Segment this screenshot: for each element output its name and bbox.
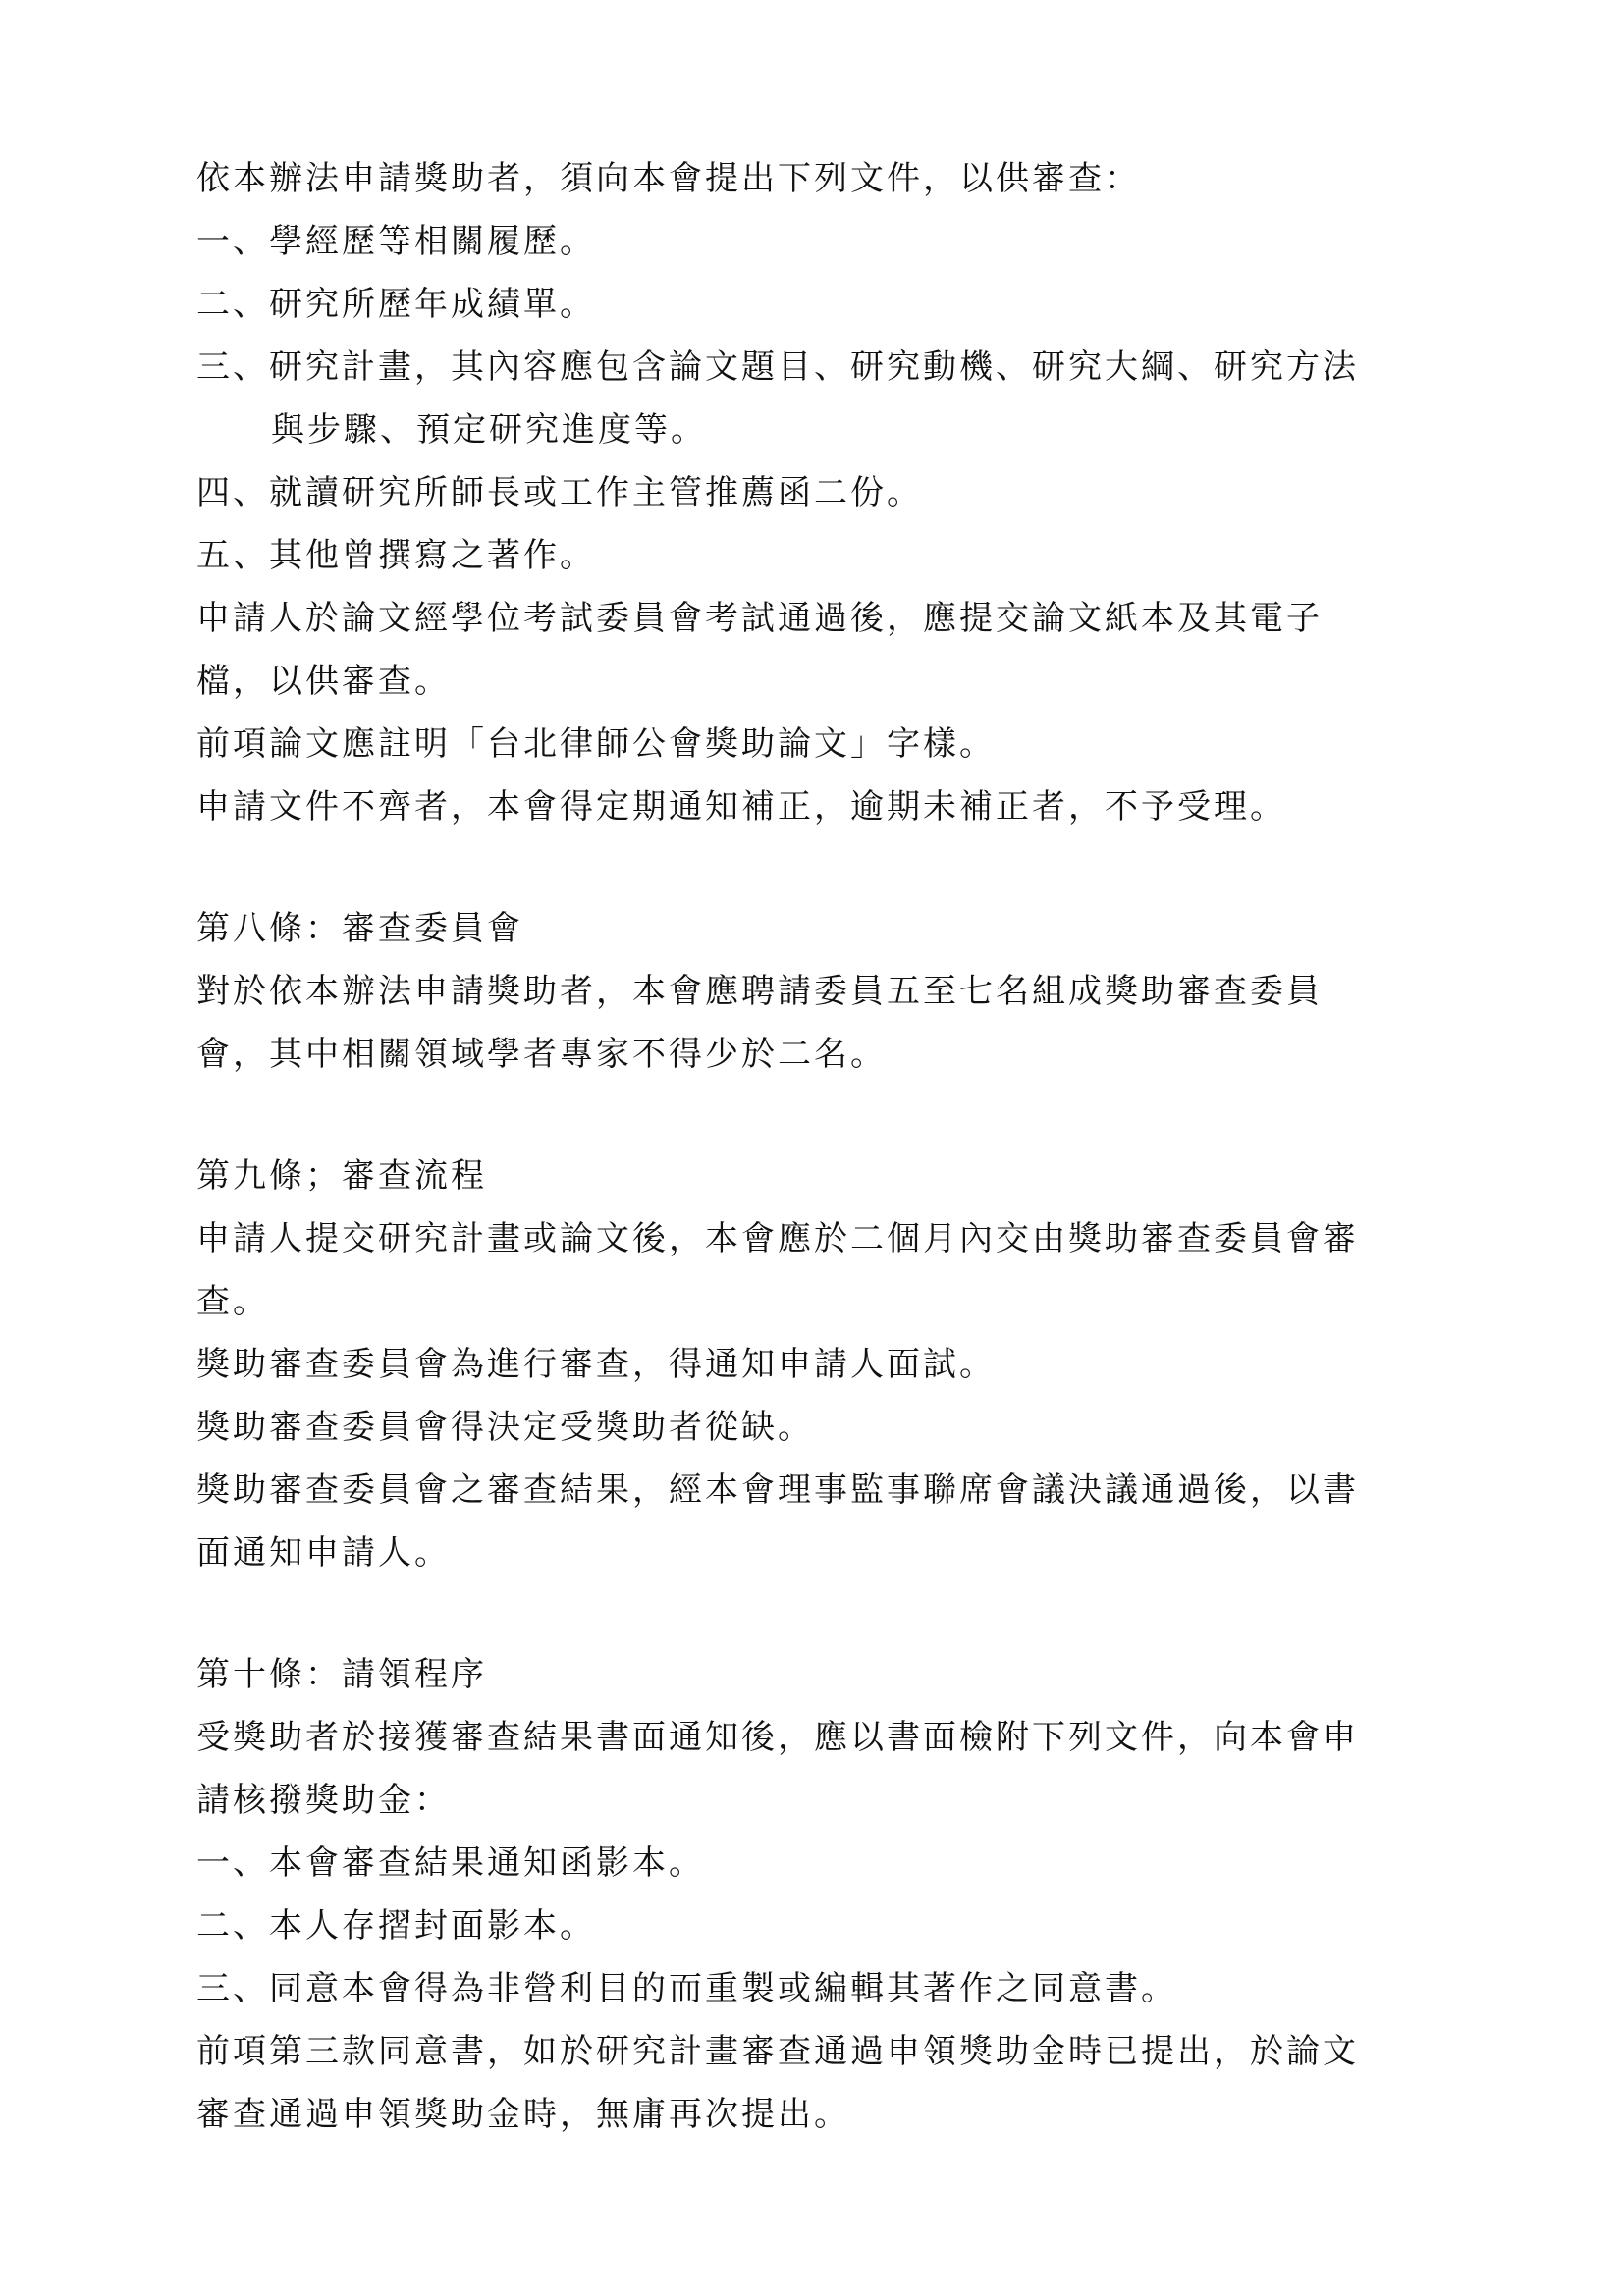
document-body — [196, 147, 1434, 2146]
application-para-1: 申請人於論文經學位考試委員會考試通過後，應提交論文紙本及其電子 — [196, 599, 1323, 638]
article-8-body: 對於依本辦法申請獎助者，本會應聘請委員五至七名組成獎助審查委員 — [196, 972, 1323, 1011]
section-gap — [196, 838, 1434, 897]
application-intro: 依本辦法申請獎助者，須向本會提出下列文件，以供審查： — [196, 159, 1141, 198]
article-10-para-1-continued: 請核撥獎助金： — [196, 1781, 451, 1820]
section-gap — [196, 1584, 1434, 1643]
section-gap — [196, 1086, 1434, 1145]
article-10-item-1: 一、本會審查結果通知函影本。 — [196, 1843, 705, 1883]
application-item-4: 四、就讀研究所師長或工作主管推薦函二份。 — [196, 473, 923, 512]
article-10-item-2: 二、本人存摺封面影本。 — [196, 1906, 596, 1946]
article-9-heading: 第九條；審查流程 — [196, 1156, 487, 1196]
article-9-para-2: 獎助審查委員會為進行審查，得通知申請人面試。 — [196, 1345, 996, 1384]
article-8-heading: 第八條：審查委員會 — [196, 909, 523, 948]
application-para-2: 前項論文應註明「台北律師公會獎助論文」字樣。 — [196, 724, 996, 764]
article-9-para-4-continued: 面通知申請人。 — [196, 1533, 451, 1573]
application-item-3-continued: 與步驟、預定研究進度等。 — [271, 410, 707, 450]
application-item-3: 三、研究計畫，其內容應包含論文題目、研究動機、研究大綱、研究方法 — [196, 347, 1359, 387]
article-9-para-4: 獎助審查委員會之審查結果，經本會理事監事聯席會議決議通過後，以書 — [196, 1470, 1359, 1510]
application-item-5: 五、其他曾撰寫之著作。 — [196, 536, 596, 575]
article-8-body-continued: 會，其中相關領域學者專家不得少於二名。 — [196, 1035, 887, 1074]
application-item-1: 一、學經歷等相關履歷。 — [196, 222, 596, 261]
application-para-3: 申請文件不齊者，本會得定期通知補正，逾期未補正者，不予受理。 — [196, 787, 1286, 827]
application-para-1-continued: 檔，以供審查。 — [196, 662, 451, 701]
article-9-para-1: 申請人提交研究計畫或論文後，本會應於二個月內交由獎助審查委員會審 — [196, 1219, 1359, 1258]
article-10-para-2-continued: 審查通過申領獎助金時，無庸再次提出。 — [196, 2095, 850, 2134]
article-10-para-2: 前項第三款同意書，如於研究計畫審查通過申領獎助金時已提出，於論文 — [196, 2032, 1359, 2071]
article-10-heading: 第十條：請領程序 — [196, 1655, 487, 1694]
article-9-para-3: 獎助審查委員會得決定受獎助者從缺。 — [196, 1408, 814, 1447]
article-9-para-1-continued: 查。 — [196, 1282, 269, 1321]
application-item-2: 二、研究所歷年成績單。 — [196, 285, 596, 324]
article-10-item-3: 三、同意本會得為非營利目的而重製或編輯其著作之同意書。 — [196, 1969, 1177, 2008]
article-10-para-1: 受獎助者於接獲審查結果書面通知後，應以書面檢附下列文件，向本會申 — [196, 1718, 1359, 1757]
